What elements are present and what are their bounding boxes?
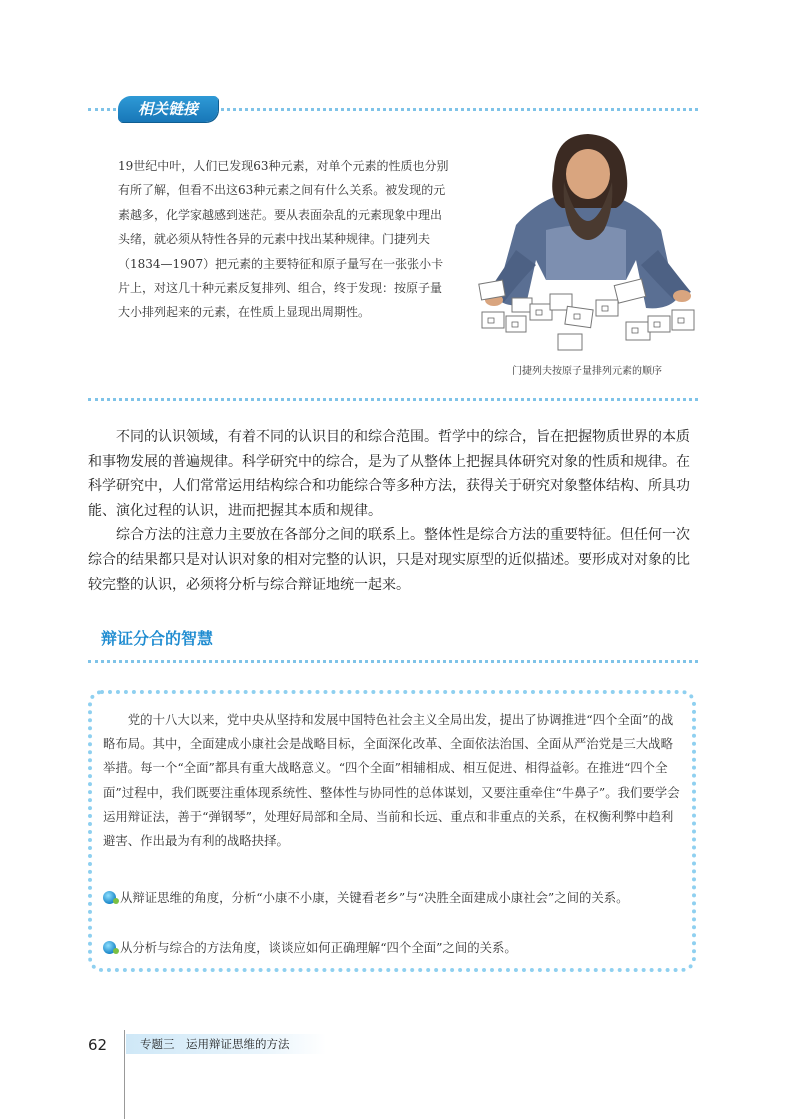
main-body [88, 425, 700, 597]
question-2-text: 从分析与综合的方法角度，谈谈应如何正确理解“四个全面”之间的关系。 [120, 940, 517, 955]
discussion-text: 党的十八大以来，党中央从坚持和发展中国特色社会主义全局出发，提出了协调推进“四个全面”的战略布局。其中，全面建成小康社会是战略目标，全面深化改革、全面依法治国、全面从严治党是三大战略举措。每一个“全面”都具有重大战略意义。“四个全面”相辅相成、相互促进、相得益彰。在推进“四个全面”过程中，我们既要注重体现系统性、整体性与协同性的总体谋划，又要注重牵住“牛鼻子”。我们要学会运用辩证法，善于“弹钢琴”，处理好局部和全局、当前和长远、重点和非重点的关系，在权衡利弊中趋利避害、作出最为有利的战略抉择。 [103, 712, 680, 849]
section-heading: 辩证分合的智慧 [101, 629, 214, 648]
chapter-footer: 专题三 运用辩证思维的方法 [126, 1034, 326, 1054]
related-link-badge: 相关链接 [118, 96, 218, 122]
mendeleev-illustration [476, 130, 698, 362]
heading-dotted-divider [88, 660, 698, 663]
footer-vertical-rule [124, 1030, 125, 1119]
page-number: 62 [88, 1036, 108, 1054]
question-bullet-icon [103, 891, 116, 904]
middle-dotted-divider [88, 398, 698, 401]
question-1-text: 从辩证思维的角度，分析“小康不小康，关键看老乡”与“决胜全面建成小康社会”之间的关系。 [120, 890, 629, 905]
question-bullet-icon [103, 941, 116, 954]
discussion-question-1 [103, 886, 683, 910]
body-paragraph-1: 不同的认识领域，有着不同的认识目的和综合范围。哲学中的综合，旨在把握物质世界的本质和事物发展的普遍规律。科学研究中的综合，是为了从整体上把握具体研究对象的性质和规律。在科学研究中，人们常常运用结构综合和功能综合等多种方法，获得关于研究对象整体结构、所具功能、演化过程的认识，进而把握其本质和规律。 [88, 429, 690, 519]
mendeleev-figure-svg [476, 130, 698, 362]
discussion-question-2 [103, 936, 683, 960]
figure-caption: 门捷列夫按原子量排列元素的顺序 [512, 366, 662, 377]
body-paragraph-2: 综合方法的注意力主要放在各部分之间的联系上。整体性是综合方法的重要特征。但任何一次综合的结果都只是对认识对象的相对完整的认识，只是对现实原型的近似描述。要形成对对象的比较完整的认识，必须将分析与综合辩证地统一起来。 [88, 527, 690, 593]
related-link-text: 19世纪中叶，人们已发现63种元素，对单个元素的性质也分别有所了解，但看不出这63种元素之间有什么关系。被发现的元素越多，化学家越感到迷茫。要从表面杂乱的元素现象中理出头绪，就必须从特性各异的元素中找出某种规律。门捷列夫（1834—1907）把元素的主要特征和原子量写在一张张小卡片上，对这几十种元素反复排列、组合，终于发现：按原子量大小排列起来的元素，在性质上显现出周期性。 [118, 159, 449, 320]
